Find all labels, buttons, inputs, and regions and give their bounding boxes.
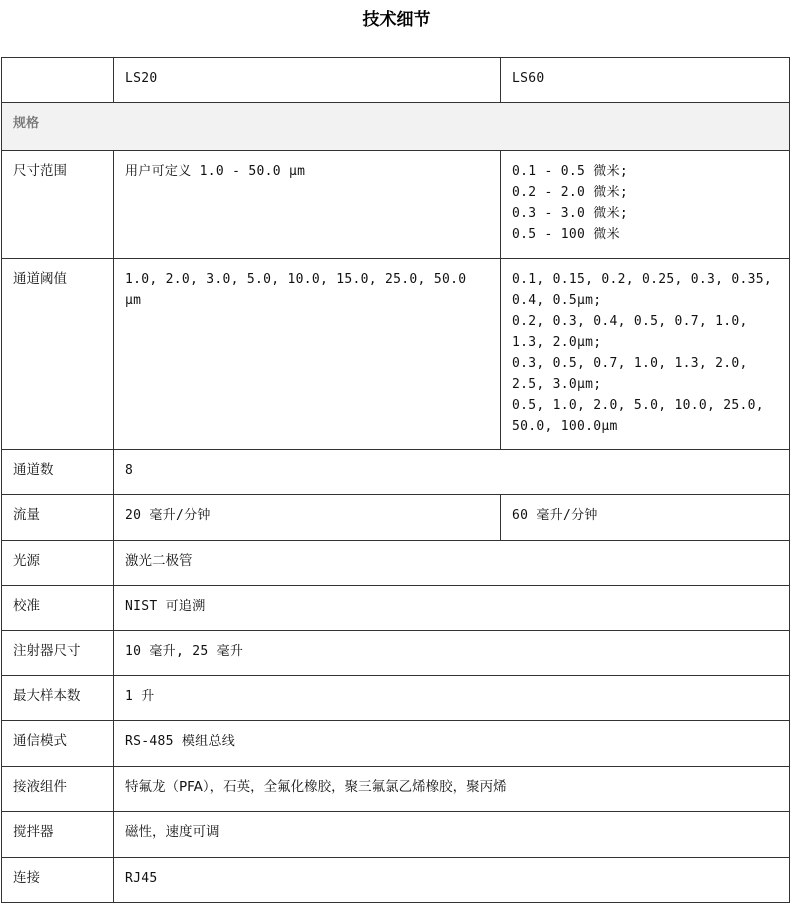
cell-line: 50.0, 100.0μm xyxy=(512,419,618,434)
row-label: 流量 xyxy=(2,495,114,541)
ls60-flow: 60 毫升/分钟 xyxy=(501,495,790,541)
row-label: 尺寸范围 xyxy=(2,151,114,259)
row-label: 最大样本数 xyxy=(2,676,114,721)
ls20-channel-threshold xyxy=(114,259,501,450)
row-label: 通信模式 xyxy=(2,721,114,767)
cell-line: 0.5, 1.0, 2.0, 5.0, 10.0, 25.0, xyxy=(512,398,764,413)
table-row xyxy=(2,151,790,259)
table-row xyxy=(2,858,790,903)
row-label: 通道数 xyxy=(2,450,114,495)
page-title: 技术细节 xyxy=(362,10,431,30)
row-label: 接液组件 xyxy=(2,767,114,812)
table-row xyxy=(2,812,790,858)
cell-line: 0.2 - 2.0 微米; xyxy=(512,185,628,200)
table-header-row xyxy=(2,58,790,103)
table-row xyxy=(2,586,790,631)
ls60-channel-threshold xyxy=(501,259,790,450)
connection-value: RJ45 xyxy=(114,858,790,903)
section-row xyxy=(2,103,790,151)
row-label: 搅拌器 xyxy=(2,812,114,858)
row-label: 连接 xyxy=(2,858,114,903)
channels-value: 8 xyxy=(114,450,790,495)
cell-line: 1.3, 2.0μm; xyxy=(512,335,602,350)
cell-line: 0.4, 0.5μm; xyxy=(512,293,602,308)
cell-line: 0.3 - 3.0 微米; xyxy=(512,206,628,221)
cell-line: 0.1 - 0.5 微米; xyxy=(512,164,628,179)
table-row xyxy=(2,259,790,450)
header-empty-cell xyxy=(2,58,114,103)
ls20-size-range: 用户可定义 1.0 - 50.0 μm xyxy=(114,151,501,259)
max-sample-value: 1 升 xyxy=(114,676,790,721)
table-row xyxy=(2,721,790,767)
syringe-value: 10 毫升, 25 毫升 xyxy=(114,631,790,676)
light-source-value: 激光二极管 xyxy=(114,541,790,586)
table-row xyxy=(2,450,790,495)
section-label: 规格 xyxy=(2,103,790,151)
cell-line: 2.5, 3.0μm; xyxy=(512,377,602,392)
ls20-flow: 20 毫升/分钟 xyxy=(114,495,501,541)
table-row xyxy=(2,767,790,812)
row-label: 光源 xyxy=(2,541,114,586)
table-row xyxy=(2,541,790,586)
table-row xyxy=(2,495,790,541)
cell-line: 0.5 - 100 微米 xyxy=(512,227,620,242)
cell-line: 1.0, 2.0, 3.0, 5.0, 10.0, 15.0, 25.0, 50.0 xyxy=(125,272,467,287)
cell-line: 0.3, 0.5, 0.7, 1.0, 1.3, 2.0, xyxy=(512,356,748,371)
cell-line: μm xyxy=(125,293,142,308)
row-label: 注射器尺寸 xyxy=(2,631,114,676)
row-label: 通道阈值 xyxy=(2,259,114,450)
table-row xyxy=(2,676,790,721)
header-ls60: LS60 xyxy=(501,58,790,103)
comm-value: RS-485 模组总线 xyxy=(114,721,790,767)
cell-line: 0.2, 0.3, 0.4, 0.5, 0.7, 1.0, xyxy=(512,314,748,329)
calibration-value: NIST 可追溯 xyxy=(114,586,790,631)
cell-line: 0.1, 0.15, 0.2, 0.25, 0.3, 0.35, xyxy=(512,272,773,287)
header-ls20: LS20 xyxy=(114,58,501,103)
ls60-size-range xyxy=(501,151,790,259)
row-label: 校准 xyxy=(2,586,114,631)
spec-table xyxy=(1,57,790,903)
table-row xyxy=(2,631,790,676)
wetted-value: 特氟龙（PFA），石英，全氟化橡胶，聚三氟氯乙烯橡胶，聚丙烯 xyxy=(114,767,790,812)
stirrer-value: 磁性，速度可调 xyxy=(114,812,790,858)
